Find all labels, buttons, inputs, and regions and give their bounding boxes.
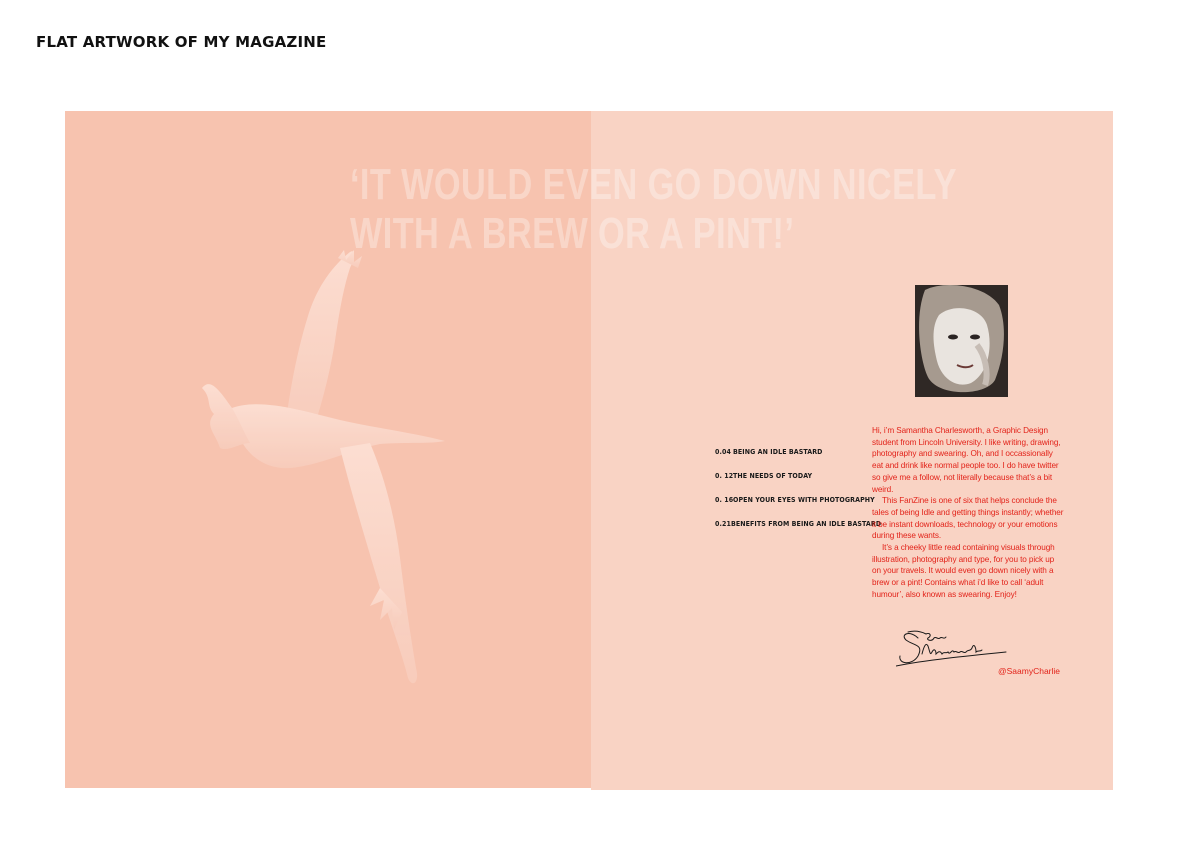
toc-page-number: 0.04 — [715, 448, 731, 456]
pull-quote — [350, 160, 957, 258]
author-portrait — [915, 285, 1008, 397]
toc-item[interactable] — [715, 520, 882, 544]
intro-paragraph: It’s a cheeky little read containing visuals through illustration, photography and type, for you to pick up on your travels. It would even go down nicely with a brew or a pint! Contains what i’d like to call ‘adult humour’, also known as swearing. Enjoy! — [872, 543, 1055, 599]
seagull-image — [190, 238, 470, 688]
toc-item[interactable] — [715, 448, 875, 472]
intro-paragraph: Hi, i’m Samantha Charlesworth, a Graphic Design student from Lincoln University. I like writing, drawing, photography and swearing. Oh, and I occassionally eat and drink like normal people too. I do have twitter so give me a follow, not literally because that’s a bit weird. — [872, 426, 1061, 494]
intro-text — [872, 425, 1064, 601]
toc-page-number: 0.21 — [715, 520, 731, 528]
page-title: FLAT ARTWORK OF MY MAGAZINE — [36, 33, 327, 51]
toc-page-number: 0. 16 — [715, 496, 734, 504]
table-of-contents — [715, 448, 882, 544]
handwritten-signature — [896, 626, 1008, 674]
toc-title: OPEN YOUR EYES WITH PHOTOGRAPHY — [733, 496, 875, 504]
pull-quote-line-2: WITH A BREW OR A PINT!’ — [350, 209, 795, 258]
toc-item[interactable] — [715, 472, 875, 496]
toc-title: BEING AN IDLE BASTARD — [733, 448, 823, 456]
toc-page-number: 0. 12 — [715, 472, 734, 480]
pull-quote-line-1: ‘IT WOULD EVEN GO DOWN NICELY — [350, 160, 957, 209]
twitter-handle[interactable]: @SaamyCharlie — [998, 666, 1061, 676]
toc-title: BENEFITS FROM BEING AN IDLE BASTARD — [730, 520, 882, 528]
intro-paragraph: This FanZine is one of six that helps conclude the tales of being Idle and getting things instantly; whether it be instant downloads, technology or your emotions during these wants. — [872, 496, 1064, 541]
toc-item[interactable] — [715, 496, 875, 520]
toc-title: THE NEEDS OF TODAY — [733, 472, 813, 480]
